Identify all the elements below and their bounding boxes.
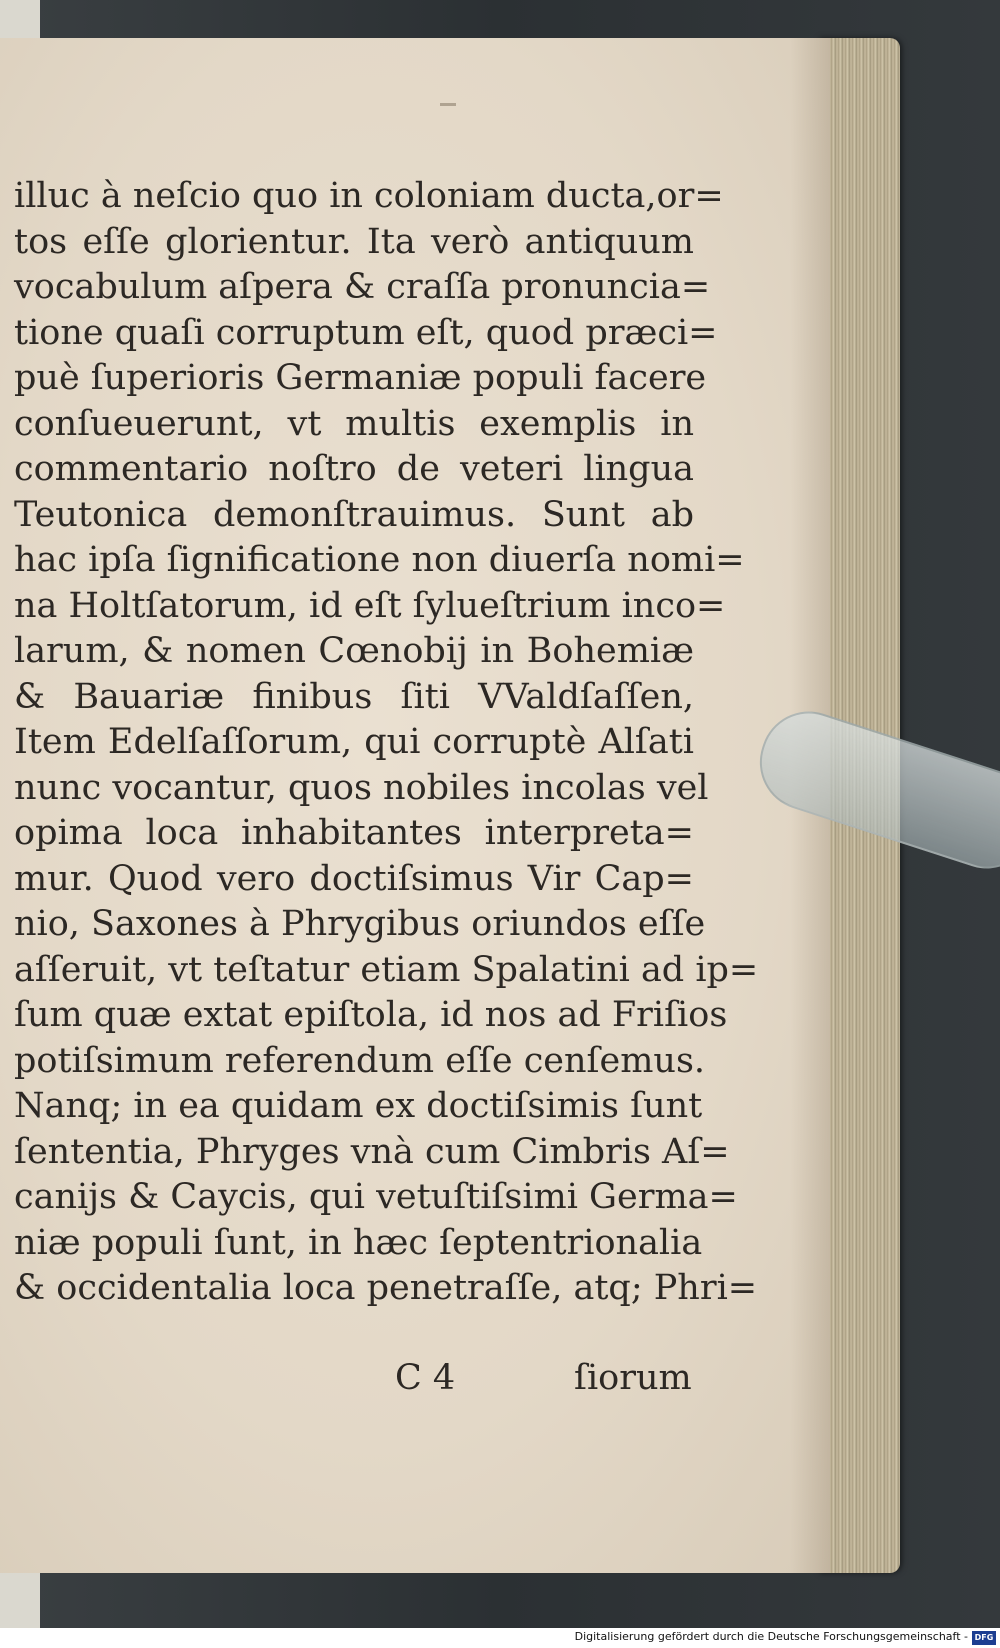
book-page	[0, 38, 830, 1573]
signature-mark: C 4	[395, 1358, 456, 1398]
text-line: ſum quæ extat epiſtola, id nos ad Friſios	[14, 995, 728, 1035]
text-line: tione quaſi corruptum eſt, quod præci=	[14, 312, 718, 353]
text-line: na Holtſatorum, id eſt ſylueſtrium inco=	[14, 585, 726, 626]
text-line: illuc à neſcio quo in coloniam ducta,or=	[14, 176, 724, 216]
text-line: puè ſuperioris Germaniæ populi facere	[14, 358, 707, 398]
text-line: nio, Saxones à Phrygibus oriundos eſſe	[14, 904, 706, 944]
footer-bar	[0, 1628, 1000, 1648]
text-line: & Bauariæ finibus ſiti VValdſaſſen,	[14, 676, 694, 717]
text-line: potiſsimum referendum eſſe cenſemus.	[14, 1040, 706, 1081]
text-line: & occidentalia loca penetraſſe, atq; Phri=	[14, 1268, 758, 1308]
text-line: aſſeruit, vt teſtatur etiam Spalatini ad ip=	[14, 949, 759, 990]
top-mark	[440, 103, 456, 106]
text-line: commentario noſtro de veteri lingua	[14, 449, 694, 489]
text-line: nunc vocantur, quos nobiles incolas vel	[14, 767, 709, 808]
page-text	[14, 174, 759, 1312]
text-line: niæ populi ſunt, in hæc ſeptentrionalia	[14, 1222, 703, 1263]
book-page-block	[0, 38, 900, 1573]
text-line: ſententia, Phryges vnà cum Cimbris Aſ=	[14, 1131, 730, 1172]
text-line: Item Edelſaſſorum, qui corruptè Alſati	[14, 722, 694, 762]
catchword: ſiorum	[574, 1358, 692, 1398]
text-line: tos eſſe glorientur. Ita verò antiquum	[14, 221, 694, 262]
text-line: conſueuerunt, vt multis exemplis in	[14, 403, 694, 444]
text-line: mur. Quod vero doctiſsimus Vir Cap=	[14, 858, 694, 899]
dfg-logo: DFG	[972, 1631, 996, 1645]
text-line: vocabulum aſpera & craſſa pronuncia=	[14, 267, 711, 307]
text-line: hac ipſa ſignificatione non diuerſa nomi=	[14, 540, 745, 580]
text-line: Nanq; in ea quidam ex doctiſsimis ſunt	[14, 1086, 703, 1126]
text-line: canijs & Caycis, qui vetuſtiſsimi Germa=	[14, 1177, 738, 1217]
text-line: larum, & nomen Cœnobij in Bohemiæ	[14, 631, 694, 671]
funding-credit: Digitalisierung gefördert durch die Deutsche Forschungsgemeinschaft -	[574, 1630, 968, 1643]
text-line: opima loca inhabitantes interpreta=	[14, 813, 694, 853]
text-line: Teutonica demonſtrauimus. Sunt ab	[14, 494, 694, 535]
